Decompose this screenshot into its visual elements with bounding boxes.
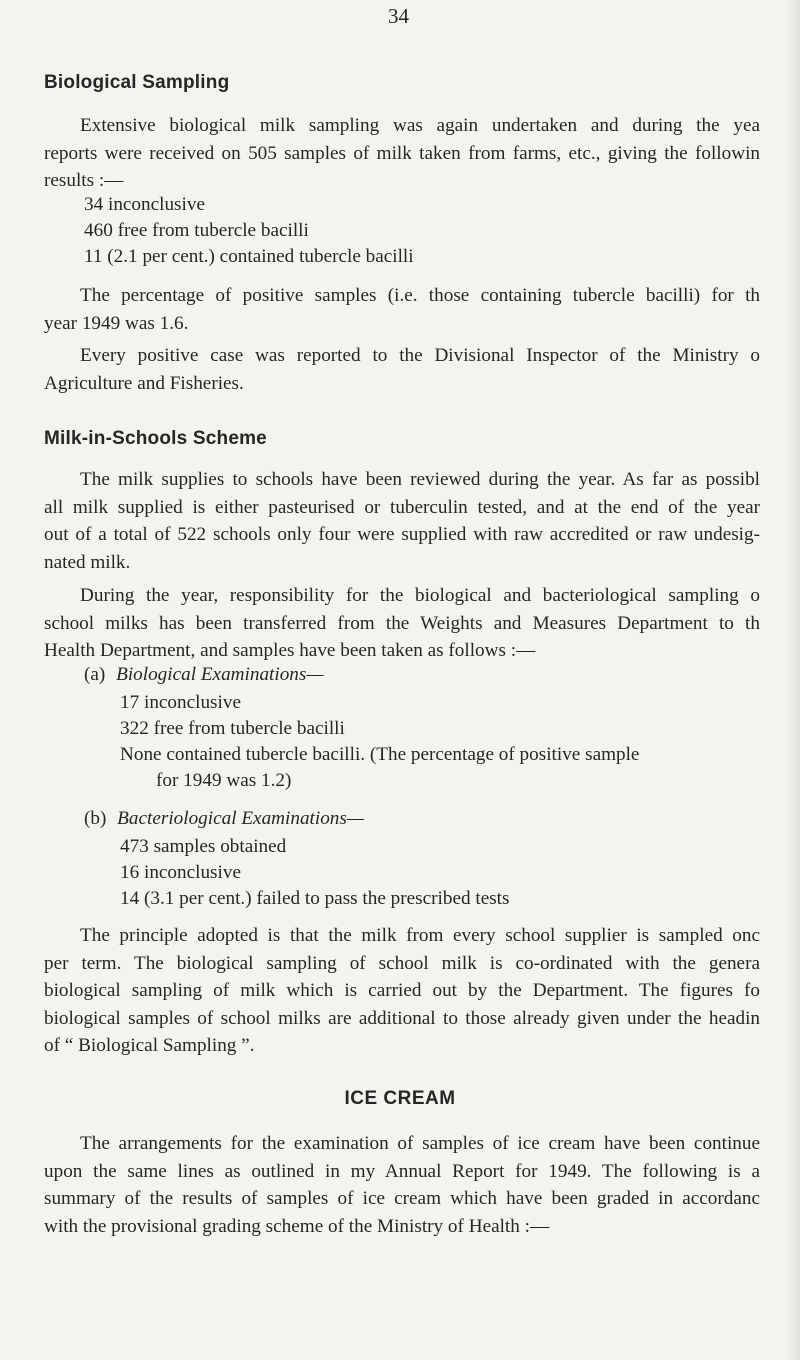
text-line: biological samples of school milks are additional to those already given under the headin: [44, 1007, 760, 1029]
section-a-item: 17 inconclusive: [120, 692, 241, 713]
section-heading-milk-in-schools: Milk-in-Schools Scheme: [44, 428, 267, 449]
text-line: The percentage of positive samples (i.e. those containing tubercle bacilli) for th: [80, 285, 760, 306]
paragraph-ice-cream: [44, 1130, 760, 1240]
text-line: results :—: [44, 170, 124, 191]
text-line: out of a total of 522 schools only four were supplied with raw accredited or raw undesig-: [44, 524, 760, 545]
paragraph-percentage: [44, 282, 760, 337]
text-line: The milk supplies to schools have been reviewed during the year. As far as possibl: [80, 469, 760, 490]
paragraph-milk-supplies: [44, 466, 760, 576]
text-line: year 1949 was 1.6.: [44, 312, 189, 334]
section-b-item: 14 (3.1 per cent.) failed to pass the prescribed tests: [120, 888, 510, 909]
result-item: 11 (2.1 per cent.) contained tubercle bacilli: [84, 246, 414, 267]
section-b-title: Bacteriological Examinations—: [117, 808, 364, 829]
text-line: nated milk.: [44, 551, 131, 573]
page-number: 34: [388, 4, 409, 28]
text-line: upon the same lines as outlined in my Annual Report for 1949. The following is a: [44, 1160, 760, 1182]
text-line: all milk supplied is either pasteurised or tuberculin tested, and at the end of the year: [44, 496, 760, 518]
text-line: Health Department, and samples have been taken as follows :—: [44, 640, 536, 661]
section-b-item: 473 samples obtained: [120, 836, 287, 857]
paragraph-reported: [44, 342, 760, 397]
section-heading-biological-sampling: Biological Sampling: [44, 72, 230, 93]
text-line: Every positive case was reported to the Divisional Inspector of the Ministry o: [80, 345, 760, 366]
text-line: summary of the results of samples of ice cream which have been graded in accordanc: [44, 1188, 760, 1209]
text-line: reports were received on 505 samples of milk taken from farms, etc., giving the followin: [44, 142, 760, 164]
section-a-letter: (a): [84, 664, 106, 685]
paragraph-extensive-sampling: [44, 112, 760, 195]
paragraph-principle: [44, 922, 760, 1060]
text-line: Extensive biological milk sampling was again undertaken and during the yea: [80, 115, 760, 136]
section-a-item: 322 free from tubercle bacilli: [120, 718, 345, 739]
text-line: per term. The biological sampling of school milk is co-ordinated with the genera: [44, 952, 760, 974]
section-a-label: [84, 662, 323, 688]
text-line: biological sampling of milk which is carried out by the Department. The figures fo: [44, 980, 760, 1001]
section-a-title: Biological Examinations—: [116, 664, 324, 685]
text-line: with the provisional grading scheme of the Ministry of Health :—: [44, 1215, 550, 1237]
text-line: Agriculture and Fisheries.: [44, 372, 244, 394]
text-line: school milks has been transferred from the Weights and Measures Department to th: [44, 612, 760, 634]
text-line: The arrangements for the examination of samples of ice cream have been continue: [80, 1133, 760, 1154]
section-b-label: [84, 806, 364, 832]
section-heading-ice-cream: ICE CREAM: [344, 1088, 456, 1109]
paragraph-responsibility: [44, 582, 760, 665]
section-b-item: 16 inconclusive: [120, 862, 241, 883]
page-edge-shadow: [786, 0, 800, 1360]
text-line: The principle adopted is that the milk from every school supplier is sampled onc: [80, 925, 760, 946]
section-b-letter: (b): [84, 808, 107, 829]
section-a-item: None contained tubercle bacilli. (The percentage of positive sample: [120, 744, 640, 765]
section-a-item: for 1949 was 1.2): [156, 770, 292, 791]
text-line: of “ Biological Sampling ”.: [44, 1035, 255, 1056]
text-line: During the year, responsibility for the biological and bacteriological sampling o: [80, 585, 760, 606]
result-item: 460 free from tubercle bacilli: [84, 220, 309, 241]
result-item: 34 inconclusive: [84, 194, 205, 215]
